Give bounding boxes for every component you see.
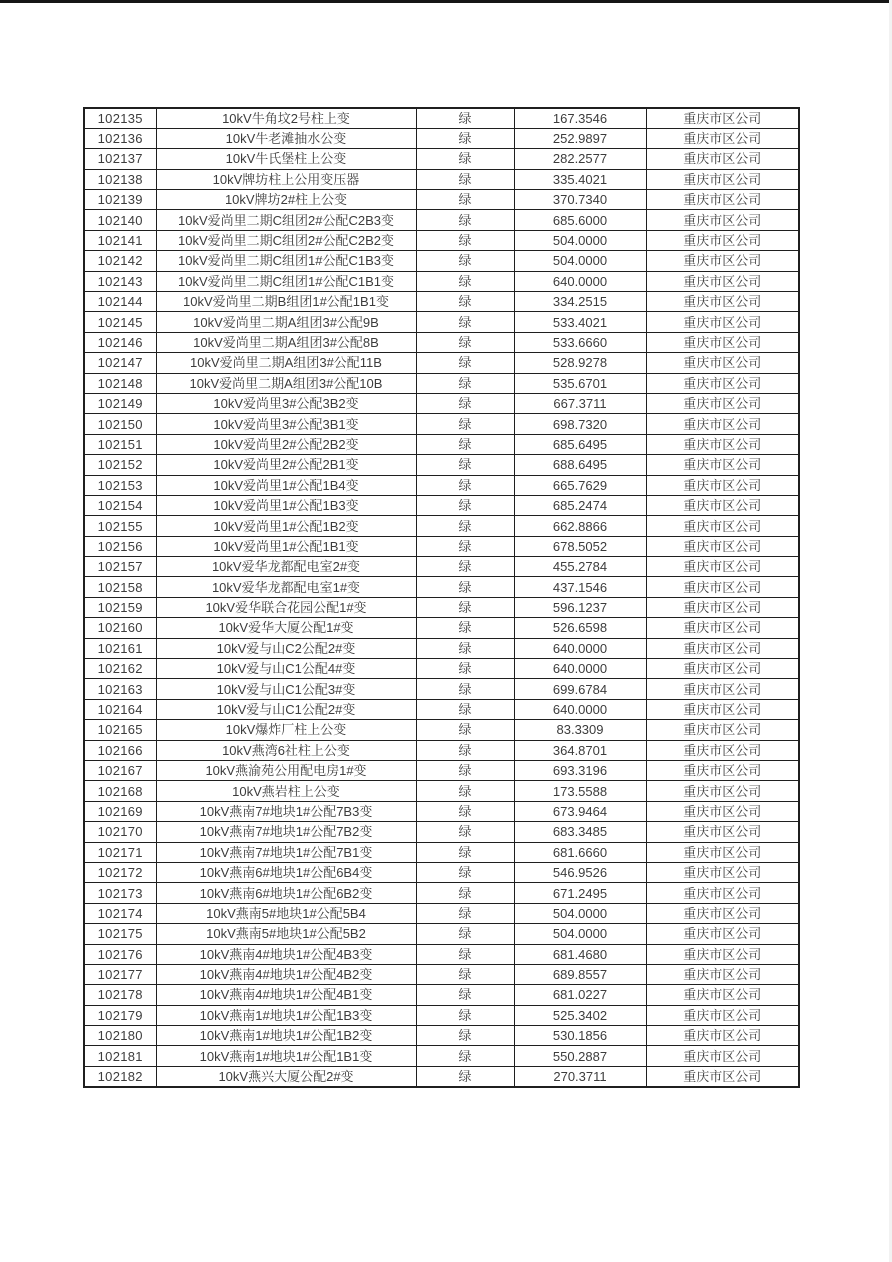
cell-value: 533.4021: [514, 312, 646, 332]
cell-transformer-name: 10kV爱与山C1公配3#变: [156, 679, 416, 699]
cell-transformer-name: 10kV燕渝苑公用配电房1#变: [156, 761, 416, 781]
cell-company: 重庆市区公司: [646, 1066, 799, 1086]
cell-transformer-name: 10kV爱华大厦公配1#变: [156, 618, 416, 638]
cell-value: 370.7340: [514, 190, 646, 210]
cell-status: 绿: [416, 924, 514, 944]
cell-status: 绿: [416, 781, 514, 801]
cell-transformer-name: 10kV燕南1#地块1#公配1B2变: [156, 1026, 416, 1046]
table-row: [84, 434, 799, 454]
cell-value: 528.9278: [514, 353, 646, 373]
cell-status: 绿: [416, 536, 514, 556]
cell-company: 重庆市区公司: [646, 230, 799, 250]
table-row: [84, 495, 799, 515]
cell-company: 重庆市区公司: [646, 924, 799, 944]
cell-transformer-name: 10kV燕南1#地块1#公配1B3变: [156, 1005, 416, 1025]
cell-transformer-name: 10kV燕南6#地块1#公配6B4变: [156, 862, 416, 882]
cell-transformer-name: 10kV燕南4#地块1#公配4B3变: [156, 944, 416, 964]
cell-company: 重庆市区公司: [646, 761, 799, 781]
cell-transformer-name: 10kV爱尚里二期C组团2#公配C2B3变: [156, 210, 416, 230]
cell-record-id: 102161: [84, 638, 156, 658]
cell-company: 重庆市区公司: [646, 862, 799, 882]
table-row: [84, 618, 799, 638]
cell-company: 重庆市区公司: [646, 292, 799, 312]
cell-status: 绿: [416, 1026, 514, 1046]
cell-transformer-name: 10kV爱尚里1#公配1B4变: [156, 475, 416, 495]
table-row: [84, 862, 799, 882]
cell-company: 重庆市区公司: [646, 985, 799, 1005]
table-row: [84, 373, 799, 393]
cell-transformer-name: 10kV燕兴大厦公配2#变: [156, 1066, 416, 1086]
cell-status: 绿: [416, 495, 514, 515]
cell-value: 685.6000: [514, 210, 646, 230]
cell-company: 重庆市区公司: [646, 312, 799, 332]
cell-status: 绿: [416, 434, 514, 454]
cell-company: 重庆市区公司: [646, 190, 799, 210]
cell-company: 重庆市区公司: [646, 455, 799, 475]
cell-company: 重庆市区公司: [646, 1046, 799, 1066]
cell-value: 681.6660: [514, 842, 646, 862]
cell-transformer-name: 10kV爱尚里2#公配2B2变: [156, 434, 416, 454]
cell-value: 364.8701: [514, 740, 646, 760]
cell-record-id: 102140: [84, 210, 156, 230]
table-row: [84, 516, 799, 536]
cell-transformer-name: 10kV燕南5#地块1#公配5B4: [156, 903, 416, 923]
cell-record-id: 102172: [84, 862, 156, 882]
cell-status: 绿: [416, 455, 514, 475]
cell-record-id: 102141: [84, 230, 156, 250]
cell-value: 173.5588: [514, 781, 646, 801]
cell-company: 重庆市区公司: [646, 964, 799, 984]
cell-value: 252.9897: [514, 128, 646, 148]
cell-record-id: 102175: [84, 924, 156, 944]
table-row: [84, 883, 799, 903]
cell-record-id: 102179: [84, 1005, 156, 1025]
cell-record-id: 102160: [84, 618, 156, 638]
cell-company: 重庆市区公司: [646, 577, 799, 597]
cell-value: 455.2784: [514, 557, 646, 577]
cell-company: 重庆市区公司: [646, 557, 799, 577]
cell-record-id: 102177: [84, 964, 156, 984]
cell-value: 504.0000: [514, 251, 646, 271]
cell-status: 绿: [416, 822, 514, 842]
cell-transformer-name: 10kV爱尚里二期A组团3#公配11B: [156, 353, 416, 373]
cell-status: 绿: [416, 944, 514, 964]
cell-record-id: 102159: [84, 597, 156, 617]
table-row: [84, 312, 799, 332]
cell-record-id: 102147: [84, 353, 156, 373]
cell-company: 重庆市区公司: [646, 210, 799, 230]
cell-record-id: 102168: [84, 781, 156, 801]
cell-status: 绿: [416, 251, 514, 271]
cell-transformer-name: 10kV牛氏堡柱上公变: [156, 149, 416, 169]
cell-record-id: 102142: [84, 251, 156, 271]
cell-transformer-name: 10kV燕南5#地块1#公配5B2: [156, 924, 416, 944]
cell-record-id: 102154: [84, 495, 156, 515]
cell-transformer-name: 10kV爱尚里二期C组团2#公配C2B2变: [156, 230, 416, 250]
cell-status: 绿: [416, 292, 514, 312]
table-row: [84, 1066, 799, 1086]
cell-transformer-name: 10kV爱尚里1#公配1B2变: [156, 516, 416, 536]
table-body: [84, 108, 799, 1087]
cell-transformer-name: 10kV爆炸厂柱上公变: [156, 720, 416, 740]
cell-company: 重庆市区公司: [646, 516, 799, 536]
cell-transformer-name: 10kV爱尚里二期B组团1#公配1B1变: [156, 292, 416, 312]
cell-transformer-name: 10kV爱尚里1#公配1B3变: [156, 495, 416, 515]
cell-transformer-name: 10kV爱尚里二期A组团3#公配10B: [156, 373, 416, 393]
cell-record-id: 102164: [84, 699, 156, 719]
cell-transformer-name: 10kV爱尚里二期A组团3#公配9B: [156, 312, 416, 332]
cell-value: 546.9526: [514, 862, 646, 882]
cell-company: 重庆市区公司: [646, 883, 799, 903]
cell-record-id: 102149: [84, 393, 156, 413]
cell-record-id: 102144: [84, 292, 156, 312]
table-row: [84, 964, 799, 984]
cell-company: 重庆市区公司: [646, 475, 799, 495]
table-row: [84, 190, 799, 210]
cell-status: 绿: [416, 210, 514, 230]
table-row: [84, 414, 799, 434]
cell-value: 681.4680: [514, 944, 646, 964]
cell-company: 重庆市区公司: [646, 597, 799, 617]
cell-transformer-name: 10kV燕南6#地块1#公配6B2变: [156, 883, 416, 903]
cell-company: 重庆市区公司: [646, 108, 799, 128]
cell-value: 167.3546: [514, 108, 646, 128]
cell-value: 689.8557: [514, 964, 646, 984]
cell-value: 525.3402: [514, 1005, 646, 1025]
cell-value: 685.2474: [514, 495, 646, 515]
table-row: [84, 230, 799, 250]
cell-transformer-name: 10kV牛角坟2号柱上变: [156, 108, 416, 128]
scan-top-edge-bar: [0, 0, 889, 3]
table-row: [84, 1005, 799, 1025]
cell-company: 重庆市区公司: [646, 1026, 799, 1046]
cell-record-id: 102170: [84, 822, 156, 842]
cell-value: 640.0000: [514, 638, 646, 658]
cell-record-id: 102145: [84, 312, 156, 332]
cell-record-id: 102137: [84, 149, 156, 169]
table-row: [84, 944, 799, 964]
cell-value: 662.8866: [514, 516, 646, 536]
cell-company: 重庆市区公司: [646, 699, 799, 719]
cell-status: 绿: [416, 1066, 514, 1086]
cell-company: 重庆市区公司: [646, 944, 799, 964]
cell-status: 绿: [416, 128, 514, 148]
cell-value: 504.0000: [514, 230, 646, 250]
table-row: [84, 761, 799, 781]
cell-record-id: 102171: [84, 842, 156, 862]
cell-value: 640.0000: [514, 271, 646, 291]
cell-value: 673.9464: [514, 801, 646, 821]
cell-record-id: 102136: [84, 128, 156, 148]
cell-company: 重庆市区公司: [646, 638, 799, 658]
cell-status: 绿: [416, 516, 514, 536]
cell-transformer-name: 10kV爱尚里二期C组团1#公配C1B1变: [156, 271, 416, 291]
cell-value: 640.0000: [514, 699, 646, 719]
cell-record-id: 102180: [84, 1026, 156, 1046]
table-row: [84, 985, 799, 1005]
cell-transformer-name: 10kV爱华龙都配电室1#变: [156, 577, 416, 597]
table-row: [84, 475, 799, 495]
cell-record-id: 102165: [84, 720, 156, 740]
cell-transformer-name: 10kV爱尚里二期C组团1#公配C1B3变: [156, 251, 416, 271]
table-row: [84, 781, 799, 801]
cell-record-id: 102139: [84, 190, 156, 210]
cell-status: 绿: [416, 373, 514, 393]
cell-record-id: 102152: [84, 455, 156, 475]
cell-record-id: 102148: [84, 373, 156, 393]
table-row: [84, 536, 799, 556]
cell-company: 重庆市区公司: [646, 659, 799, 679]
cell-transformer-name: 10kV爱华联合花园公配1#变: [156, 597, 416, 617]
table-row: [84, 720, 799, 740]
cell-record-id: 102167: [84, 761, 156, 781]
cell-transformer-name: 10kV爱与山C2公配2#变: [156, 638, 416, 658]
cell-record-id: 102156: [84, 536, 156, 556]
cell-status: 绿: [416, 801, 514, 821]
table-row: [84, 1026, 799, 1046]
cell-value: 685.6495: [514, 434, 646, 454]
cell-value: 699.6784: [514, 679, 646, 699]
cell-status: 绿: [416, 862, 514, 882]
cell-transformer-name: 10kV爱与山C1公配2#变: [156, 699, 416, 719]
table-row: [84, 1046, 799, 1066]
cell-status: 绿: [416, 1005, 514, 1025]
cell-transformer-name: 10kV爱华龙都配电室2#变: [156, 557, 416, 577]
cell-status: 绿: [416, 597, 514, 617]
cell-company: 重庆市区公司: [646, 353, 799, 373]
cell-value: 270.3711: [514, 1066, 646, 1086]
cell-company: 重庆市区公司: [646, 720, 799, 740]
cell-value: 667.3711: [514, 393, 646, 413]
table-row: [84, 251, 799, 271]
cell-record-id: 102143: [84, 271, 156, 291]
cell-value: 693.3196: [514, 761, 646, 781]
cell-company: 重庆市区公司: [646, 271, 799, 291]
cell-status: 绿: [416, 393, 514, 413]
cell-company: 重庆市区公司: [646, 842, 799, 862]
table-row: [84, 597, 799, 617]
cell-record-id: 102182: [84, 1066, 156, 1086]
cell-value: 671.2495: [514, 883, 646, 903]
cell-record-id: 102150: [84, 414, 156, 434]
cell-transformer-name: 10kV爱与山C1公配4#变: [156, 659, 416, 679]
cell-status: 绿: [416, 679, 514, 699]
cell-record-id: 102166: [84, 740, 156, 760]
cell-transformer-name: 10kV爱尚里2#公配2B1变: [156, 455, 416, 475]
cell-company: 重庆市区公司: [646, 801, 799, 821]
cell-company: 重庆市区公司: [646, 434, 799, 454]
table-row: [84, 577, 799, 597]
cell-company: 重庆市区公司: [646, 1005, 799, 1025]
cell-value: 530.1856: [514, 1026, 646, 1046]
cell-record-id: 102178: [84, 985, 156, 1005]
cell-value: 550.2887: [514, 1046, 646, 1066]
cell-record-id: 102163: [84, 679, 156, 699]
cell-transformer-name: 10kV燕湾6社柱上公变: [156, 740, 416, 760]
cell-record-id: 102146: [84, 332, 156, 352]
cell-status: 绿: [416, 1046, 514, 1066]
cell-company: 重庆市区公司: [646, 393, 799, 413]
cell-company: 重庆市区公司: [646, 822, 799, 842]
cell-record-id: 102162: [84, 659, 156, 679]
cell-status: 绿: [416, 883, 514, 903]
cell-status: 绿: [416, 169, 514, 189]
table-row: [84, 659, 799, 679]
cell-company: 重庆市区公司: [646, 781, 799, 801]
cell-value: 504.0000: [514, 924, 646, 944]
cell-transformer-name: 10kV燕南7#地块1#公配7B2变: [156, 822, 416, 842]
table-row: [84, 271, 799, 291]
cell-company: 重庆市区公司: [646, 251, 799, 271]
cell-value: 698.7320: [514, 414, 646, 434]
cell-status: 绿: [416, 332, 514, 352]
cell-status: 绿: [416, 659, 514, 679]
cell-company: 重庆市区公司: [646, 169, 799, 189]
table-row: [84, 842, 799, 862]
table-row: [84, 822, 799, 842]
cell-company: 重庆市区公司: [646, 679, 799, 699]
table-row: [84, 740, 799, 760]
cell-status: 绿: [416, 577, 514, 597]
cell-value: 640.0000: [514, 659, 646, 679]
cell-status: 绿: [416, 964, 514, 984]
cell-record-id: 102135: [84, 108, 156, 128]
cell-status: 绿: [416, 985, 514, 1005]
table-row: [84, 903, 799, 923]
table-row: [84, 801, 799, 821]
cell-company: 重庆市区公司: [646, 903, 799, 923]
cell-value: 681.0227: [514, 985, 646, 1005]
cell-transformer-name: 10kV牌坊2#柱上公变: [156, 190, 416, 210]
cell-value: 83.3309: [514, 720, 646, 740]
cell-record-id: 102157: [84, 557, 156, 577]
cell-value: 678.5052: [514, 536, 646, 556]
cell-value: 683.3485: [514, 822, 646, 842]
table-row: [84, 393, 799, 413]
cell-status: 绿: [416, 190, 514, 210]
cell-transformer-name: 10kV牌坊柱上公用变压器: [156, 169, 416, 189]
cell-transformer-name: 10kV燕南1#地块1#公配1B1变: [156, 1046, 416, 1066]
cell-value: 665.7629: [514, 475, 646, 495]
cell-company: 重庆市区公司: [646, 373, 799, 393]
cell-transformer-name: 10kV燕南4#地块1#公配4B1变: [156, 985, 416, 1005]
cell-transformer-name: 10kV燕南4#地块1#公配4B2变: [156, 964, 416, 984]
cell-value: 335.4021: [514, 169, 646, 189]
cell-value: 282.2577: [514, 149, 646, 169]
cell-record-id: 102138: [84, 169, 156, 189]
cell-transformer-name: 10kV爱尚里3#公配3B2变: [156, 393, 416, 413]
cell-value: 688.6495: [514, 455, 646, 475]
cell-status: 绿: [416, 149, 514, 169]
cell-transformer-name: 10kV爱尚里1#公配1B1变: [156, 536, 416, 556]
table-row: [84, 353, 799, 373]
cell-company: 重庆市区公司: [646, 495, 799, 515]
cell-record-id: 102173: [84, 883, 156, 903]
cell-status: 绿: [416, 557, 514, 577]
table-row: [84, 699, 799, 719]
cell-value: 596.1237: [514, 597, 646, 617]
cell-value: 526.6598: [514, 618, 646, 638]
cell-status: 绿: [416, 842, 514, 862]
cell-record-id: 102169: [84, 801, 156, 821]
cell-status: 绿: [416, 414, 514, 434]
cell-company: 重庆市区公司: [646, 128, 799, 148]
cell-status: 绿: [416, 108, 514, 128]
cell-transformer-name: 10kV燕南7#地块1#公配7B1变: [156, 842, 416, 862]
cell-status: 绿: [416, 699, 514, 719]
table-row: [84, 108, 799, 128]
transformer-data-table: [83, 107, 800, 1088]
cell-transformer-name: 10kV燕南7#地块1#公配7B3变: [156, 801, 416, 821]
cell-transformer-name: 10kV燕岩柱上公变: [156, 781, 416, 801]
table-row: [84, 169, 799, 189]
table-row: [84, 149, 799, 169]
cell-status: 绿: [416, 353, 514, 373]
table-row: [84, 128, 799, 148]
cell-transformer-name: 10kV爱尚里二期A组团3#公配8B: [156, 332, 416, 352]
table-row: [84, 210, 799, 230]
cell-record-id: 102158: [84, 577, 156, 597]
cell-record-id: 102176: [84, 944, 156, 964]
cell-value: 535.6701: [514, 373, 646, 393]
cell-status: 绿: [416, 761, 514, 781]
cell-company: 重庆市区公司: [646, 149, 799, 169]
cell-status: 绿: [416, 618, 514, 638]
cell-value: 437.1546: [514, 577, 646, 597]
cell-record-id: 102174: [84, 903, 156, 923]
cell-record-id: 102153: [84, 475, 156, 495]
cell-status: 绿: [416, 903, 514, 923]
cell-status: 绿: [416, 638, 514, 658]
cell-company: 重庆市区公司: [646, 414, 799, 434]
cell-status: 绿: [416, 740, 514, 760]
cell-transformer-name: 10kV爱尚里3#公配3B1变: [156, 414, 416, 434]
cell-record-id: 102155: [84, 516, 156, 536]
table-row: [84, 924, 799, 944]
cell-company: 重庆市区公司: [646, 618, 799, 638]
cell-value: 334.2515: [514, 292, 646, 312]
cell-status: 绿: [416, 271, 514, 291]
cell-status: 绿: [416, 720, 514, 740]
cell-status: 绿: [416, 312, 514, 332]
table-row: [84, 638, 799, 658]
table-row: [84, 455, 799, 475]
cell-record-id: 102181: [84, 1046, 156, 1066]
table-row: [84, 679, 799, 699]
cell-company: 重庆市区公司: [646, 740, 799, 760]
cell-value: 533.6660: [514, 332, 646, 352]
cell-company: 重庆市区公司: [646, 536, 799, 556]
cell-company: 重庆市区公司: [646, 332, 799, 352]
cell-status: 绿: [416, 230, 514, 250]
cell-record-id: 102151: [84, 434, 156, 454]
cell-status: 绿: [416, 475, 514, 495]
table-row: [84, 332, 799, 352]
cell-value: 504.0000: [514, 903, 646, 923]
table-row: [84, 557, 799, 577]
cell-transformer-name: 10kV牛老滩抽水公变: [156, 128, 416, 148]
table-row: [84, 292, 799, 312]
